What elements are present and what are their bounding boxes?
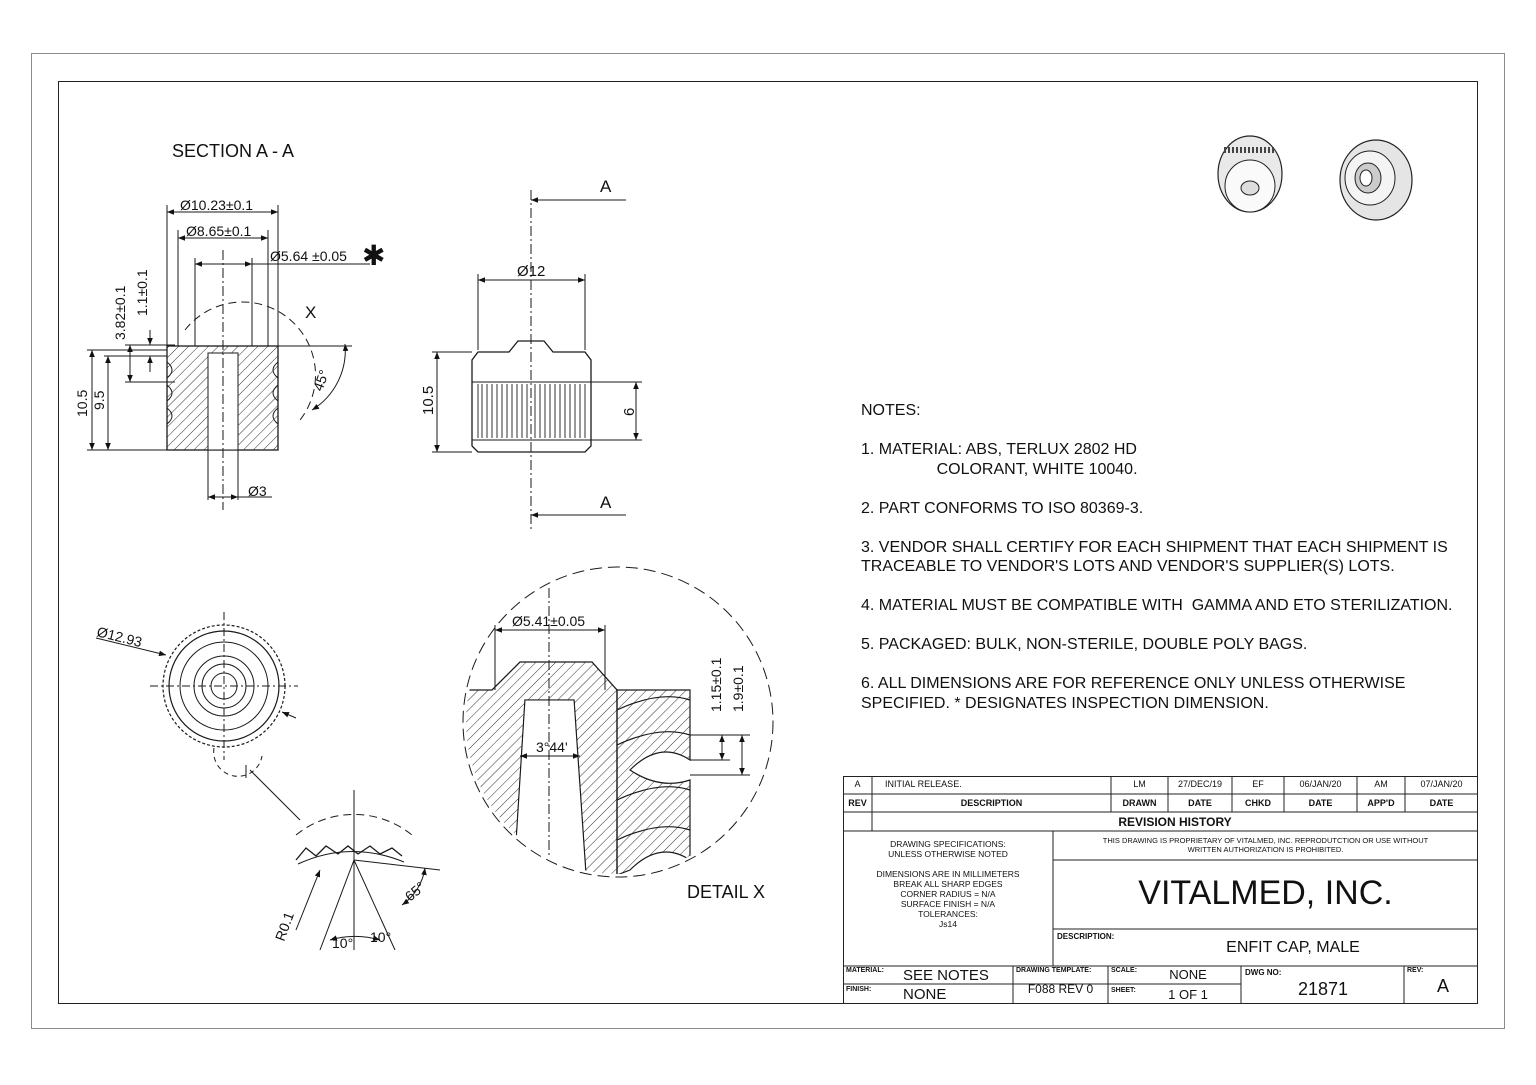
note-3a: 3. VENDOR SHALL CERTIFY FOR EACH SHIPMENT THAT EACH SHIPMENT IS	[861, 538, 1448, 556]
drawing-specs: DRAWING SPECIFICATIONS: UNLESS OTHERWISE NOTED DIMENSIONS ARE IN MILLIMETERS BREAK ALL SHARP EDGES CORNER RADIUS = N/A SURFACE FINISH = N/A TOLERANCES: Js14	[876, 839, 1020, 929]
sheet-label: SHEET:	[1111, 987, 1136, 994]
revision-history-label: REVISION HISTORY	[1118, 815, 1232, 829]
rev-row-checked-date: 06/JAN/20	[1299, 779, 1342, 789]
dim-bore-dia: Ø5.64 ±0.05	[270, 248, 347, 264]
scale-label: SCALE:	[1111, 967, 1138, 974]
rev-row-drawn-date: 27/DEC/19	[1177, 779, 1223, 789]
dim-body-height: 9.5	[91, 390, 107, 410]
section-arrow-label-bottom: A	[600, 493, 612, 512]
note-2: 2. PART CONFORMS TO ISO 80369-3.	[861, 499, 1144, 517]
note-1a: 1. MATERIAL: ABS, TERLUX 2802 HD	[861, 441, 1137, 458]
dwg-no-label: DWG NO:	[1245, 968, 1282, 977]
dim-knurl-dia: Ø12.93	[95, 623, 144, 651]
notes-heading: NOTES:	[861, 402, 921, 419]
dim-height-a: 3.82±0.1	[112, 285, 128, 340]
dim-knurl-height: 6	[621, 407, 638, 416]
dim-taper: 3°44'	[536, 739, 568, 755]
header-chkd: CHKD	[1245, 798, 1271, 808]
dim-tip-dia: Ø5.41±0.05	[512, 613, 586, 629]
note-3b: TRACEABLE TO VENDOR'S LOTS AND VENDOR'S SUPPLIER(S) LOTS.	[861, 558, 1395, 575]
finish-label: FINISH:	[846, 986, 872, 993]
detail-x-title: DETAIL X	[687, 882, 766, 902]
description-label: DESCRIPTION:	[1057, 932, 1115, 941]
dim-thread-dia: Ø8.65±0.1	[186, 223, 252, 239]
dim-tooth-angle: 65°	[401, 878, 429, 905]
dim-pitch-a: 10°	[332, 935, 354, 951]
rev-row-description: INITIAL RELEASE.	[885, 779, 962, 789]
dim-side-height: 10.5	[420, 385, 437, 415]
header-rev: REV	[848, 798, 867, 808]
rev-row-checked: EF	[1252, 779, 1264, 789]
side-view	[432, 190, 642, 530]
dim-angle: 45°	[309, 367, 333, 394]
inspection-mark: ✱	[362, 240, 386, 271]
template-label: DRAWING TEMPLATE:	[1016, 967, 1092, 974]
header-drawn: DRAWN	[1122, 798, 1157, 808]
header-date-2: DATE	[1308, 798, 1333, 808]
dwg-no-value: 21871	[1297, 979, 1349, 999]
rev-value: A	[1436, 976, 1449, 996]
header-date-1: DATE	[1188, 798, 1212, 808]
dim-cap-dia: Ø12	[517, 263, 546, 280]
dim-height-b: 1.1±0.1	[134, 269, 150, 316]
iso-render-bottom	[1340, 140, 1412, 220]
dim-detail-a: 1.15±0.1	[708, 657, 724, 712]
proprietary-notice: THIS DRAWING IS PROPRIETARY OF VITALMED, INC. REPRODUTCTION OR USE WITHOUT WRITTEN AUTHORIZATION IS PROHIBITED.	[1102, 836, 1429, 854]
knurl-detail-circle	[214, 748, 262, 776]
dim-knurl-radius: R0.1	[271, 909, 297, 944]
dim-pitch-b: 10°	[370, 929, 392, 945]
dim-overall-height: 10.5	[74, 389, 90, 417]
iso-render-top	[1218, 136, 1282, 212]
finish-value: NONE	[903, 986, 947, 1003]
note-4: 4. MATERIAL MUST BE COMPATIBLE WITH GAMMA AND ETO STERILIZATION.	[861, 597, 1453, 614]
note-6b: SPECIFIED. * DESIGNATES INSPECTION DIMENSION.	[861, 694, 1269, 712]
rev-row-approved: AM	[1374, 779, 1388, 789]
material-value: SEE NOTES	[903, 967, 989, 984]
detail-x-view	[460, 567, 773, 880]
sheet-value: 1 OF 1	[1168, 987, 1208, 1002]
note-1b: COLORANT, WHITE 10040.	[861, 460, 1138, 478]
note-6a: 6. ALL DIMENSIONS ARE FOR REFERENCE ONLY UNLESS OTHERWISE	[861, 675, 1406, 692]
dim-hole-dia: Ø3	[248, 483, 267, 499]
rev-row-rev: A	[854, 779, 861, 789]
rev-row-approved-date: 07/JAN/20	[1420, 779, 1463, 789]
note-5: 5. PACKAGED: BULK, NON-STERILE, DOUBLE POLY BAGS.	[861, 636, 1308, 653]
rev-label: REV:	[1407, 967, 1424, 974]
description-value: ENFIT CAP, MALE	[1226, 939, 1360, 956]
side-view-labels	[420, 177, 638, 512]
company-name: VITALMED, INC.	[1138, 874, 1393, 912]
title-block	[843, 776, 1478, 1004]
scale-value: NONE	[1169, 967, 1207, 982]
dim-detail-b: 1.9±0.1	[730, 665, 746, 712]
section-title: SECTION A - A	[172, 141, 295, 161]
template-value: F088 REV 0	[1027, 982, 1094, 996]
knurl-detail-view	[296, 790, 440, 950]
rev-row-drawn: LM	[1133, 779, 1146, 789]
detail-marker-x: X	[305, 303, 317, 322]
section-arrow-label-top: A	[600, 177, 612, 196]
material-label: MATERIAL:	[846, 967, 884, 974]
header-appd: APP'D	[1367, 798, 1395, 808]
notes-block	[861, 401, 1501, 713]
header-description: DESCRIPTION	[960, 798, 1023, 808]
header-date-3: DATE	[1429, 798, 1454, 808]
dim-outer-dia: Ø10.23±0.1	[180, 197, 254, 213]
